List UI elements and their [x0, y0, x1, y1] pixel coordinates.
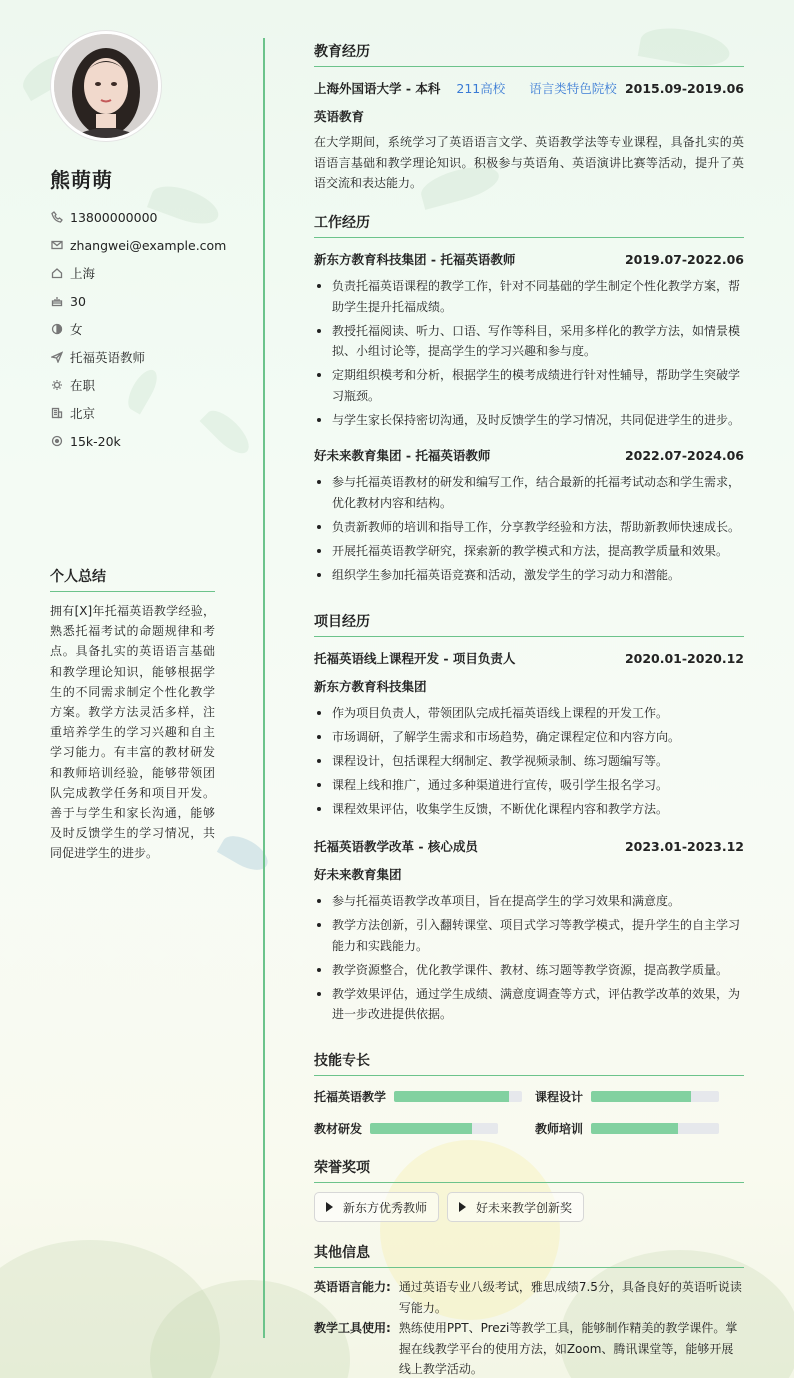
info-email	[50, 231, 226, 259]
award-label: 新东方优秀教师	[343, 1200, 428, 1215]
list-item: 教学效果评估，通过学生成绩、满意度调查等方式，评估教学改革的效果，为进一步改进提供依据。	[314, 984, 744, 1025]
info-status	[50, 371, 226, 399]
skill-item	[314, 1120, 498, 1137]
skill-bar-fill	[591, 1123, 678, 1134]
list-item: 定期组织模考和分析，根据学生的模考成绩进行针对性辅导，帮助学生突破学习瓶颈。	[314, 365, 744, 406]
skill-bar-fill	[370, 1123, 472, 1134]
award-item	[447, 1192, 584, 1222]
project-name: 托福英语教学改革 - 核心成员	[314, 839, 478, 854]
info-position-text: 托福英语教师	[70, 350, 146, 365]
project-date: 2020.01-2020.12	[624, 650, 744, 666]
projects-title: 项目经历	[314, 611, 744, 637]
education-school: 上海外国语大学 - 本科	[314, 81, 441, 96]
skills-title: 技能专长	[314, 1050, 744, 1076]
work-bullets	[314, 276, 744, 434]
project-header	[314, 837, 744, 855]
list-item: 参与托福英语教学改革项目，旨在提高学生的学习效果和满意度。	[314, 891, 744, 912]
list-item: 教学资源整合，优化教学课件、教材、练习题等教学资源，提高教学质量。	[314, 960, 744, 981]
play-icon	[459, 1202, 466, 1212]
candidate-name: 熊萌萌	[50, 168, 113, 192]
other-title: 其他信息	[314, 1242, 744, 1268]
phone-icon	[50, 210, 64, 224]
home-icon	[50, 266, 64, 280]
education-title: 教育经历	[314, 41, 744, 67]
education-header	[314, 79, 744, 97]
info-status-text: 在职	[70, 378, 96, 393]
skill-bar-fill	[591, 1091, 691, 1102]
work-header	[314, 250, 744, 268]
column-divider	[263, 38, 265, 1338]
project-name: 托福英语线上课程开发 - 项目负责人	[314, 651, 516, 666]
education-major: 英语教育	[314, 109, 365, 124]
list-item: 市场调研，了解学生需求和市场趋势，确定课程定位和内容方向。	[314, 727, 744, 748]
skill-bar-fill	[394, 1091, 509, 1102]
cake-icon	[50, 294, 64, 308]
contact-info-list	[50, 203, 226, 455]
info-age-text: 30	[70, 293, 86, 309]
education-tag: 211高校	[456, 81, 506, 96]
list-item: 课程设计，包括课程大纲制定、教学视频录制、练习题编写等。	[314, 751, 744, 772]
info-phone-text: 13800000000	[70, 209, 158, 225]
avatar-photo	[54, 34, 158, 138]
skill-bar	[370, 1123, 498, 1134]
project-date: 2023.01-2023.12	[624, 838, 744, 854]
skill-name: 教材研发	[314, 1122, 363, 1136]
skill-bar	[394, 1091, 522, 1102]
avatar	[51, 31, 161, 141]
list-item: 教学方法创新，引入翻转课堂、项目式学习等教学模式，提升学生的自主学习能力和实践能力。	[314, 915, 744, 956]
list-item: 课程上线和推广，通过多种渠道进行宣传，吸引学生报名学习。	[314, 775, 744, 796]
list-item: 与学生家长保持密切沟通，及时反馈学生的学习情况，共同促进学生的进步。	[314, 410, 744, 431]
other-value: 熟练使用PPT、Prezi等教学工具，能够制作精美的教学课件。掌握在线教学平台的使用方法，如Zoom、腾讯课堂等，能够开展线上教学活动。	[398, 1321, 738, 1376]
list-item: 课程效果评估，收集学生反馈，不断优化课程内容和教学方法。	[314, 799, 744, 820]
building-icon	[50, 406, 64, 420]
skill-bar	[591, 1091, 719, 1102]
project-org: 新东方教育科技集团	[314, 679, 427, 694]
info-position	[50, 343, 226, 371]
status-icon	[50, 378, 64, 392]
project-header	[314, 649, 744, 667]
award-label: 好未来教学创新奖	[476, 1200, 573, 1215]
skill-item	[314, 1088, 522, 1105]
info-gender	[50, 315, 226, 343]
list-item: 教授托福阅读、听力、口语、写作等科目，采用多样化的教学方法，如情景模拟、小组讨论等，提高学生的学习兴趣和参与度。	[314, 321, 744, 362]
info-phone	[50, 203, 226, 231]
education-date: 2015.09-2019.06	[624, 80, 744, 96]
work-bullets	[314, 472, 744, 589]
play-icon	[326, 1202, 333, 1212]
skill-bar	[591, 1123, 719, 1134]
gender-icon	[50, 322, 64, 336]
skill-name: 教师培训	[535, 1122, 584, 1136]
info-location-text: 上海	[70, 266, 96, 281]
other-item	[314, 1318, 744, 1378]
work-date: 2019.07-2022.06	[624, 251, 744, 267]
awards-title: 荣誉奖项	[314, 1157, 744, 1183]
info-salary	[50, 427, 226, 455]
info-email-text: zhangwei@example.com	[70, 237, 227, 253]
work-date: 2022.07-2024.06	[624, 447, 744, 463]
list-item: 负责新教师的培训和指导工作，分享教学经验和方法，帮助新教师快速成长。	[314, 517, 744, 538]
skill-name: 课程设计	[535, 1090, 584, 1104]
project-bullets	[314, 703, 744, 823]
work-org: 好未来教育集团 - 托福英语教师	[314, 448, 491, 463]
summary-text: 拥有[X]年托福英语教学经验，熟悉托福考试的命题规律和考点。具备扎实的英语语言基础和教学理论知识，能够根据学生的不同需求制定个性化教学方案。教学方法灵活多样，注重培养学生的学习兴趣和自主学习能力。有丰富的教材研发和教师培训经验，能够带领团队完成教学任务和项目开发。善于与学生和家长沟通，能够及时反馈学生的学习情况，共同促进学生的进步。	[50, 604, 215, 861]
skill-name: 托福英语教学	[314, 1090, 387, 1104]
education-desc: 在大学期间，系统学习了英语语言文学、英语教学法等专业课程，具备扎实的英语语言基础和教学理论知识。积极参与英语角、英语演讲比赛等活动，提升了英语交流和表达能力。	[314, 135, 744, 190]
list-item: 开展托福英语教学研究，探索新的教学模式和方法，提高教学质量和效果。	[314, 541, 744, 562]
other-key: 教学工具使用:	[314, 1321, 391, 1335]
project-bullets	[314, 891, 744, 1028]
list-item: 负责托福英语课程的教学工作，针对不同基础的学生制定个性化教学方案，帮助学生提升托福成绩。	[314, 276, 744, 317]
send-icon	[50, 350, 64, 364]
money-icon	[50, 434, 64, 448]
award-item	[314, 1192, 439, 1222]
info-age	[50, 287, 226, 315]
list-item: 组织学生参加托福英语竞赛和活动，激发学生的学习动力和潜能。	[314, 565, 744, 586]
info-salary-text: 15k-20k	[70, 433, 121, 449]
work-title: 工作经历	[314, 212, 744, 238]
other-item	[314, 1277, 744, 1318]
other-key: 英语语言能力:	[314, 1280, 391, 1294]
info-city-text: 北京	[70, 406, 96, 421]
education-tag: 语言类特色院校	[529, 81, 617, 96]
info-city	[50, 399, 226, 427]
work-header	[314, 446, 744, 464]
list-item: 作为项目负责人，带领团队完成托福英语线上课程的开发工作。	[314, 703, 744, 724]
project-org: 好未来教育集团	[314, 867, 402, 882]
skill-item	[535, 1088, 719, 1105]
info-gender-text: 女	[70, 322, 83, 337]
info-location	[50, 259, 226, 287]
summary-title: 个人总结	[50, 566, 215, 592]
list-item: 参与托福英语教材的研发和编写工作，结合最新的托福考试动态和学生需求，优化教材内容和结构。	[314, 472, 744, 513]
skill-item	[535, 1120, 719, 1137]
work-org: 新东方教育科技集团 - 托福英语教师	[314, 252, 516, 267]
mail-icon	[50, 238, 64, 252]
other-value: 通过英语专业八级考试，雅思成绩7.5分，具备良好的英语听说读写能力。	[398, 1280, 742, 1315]
